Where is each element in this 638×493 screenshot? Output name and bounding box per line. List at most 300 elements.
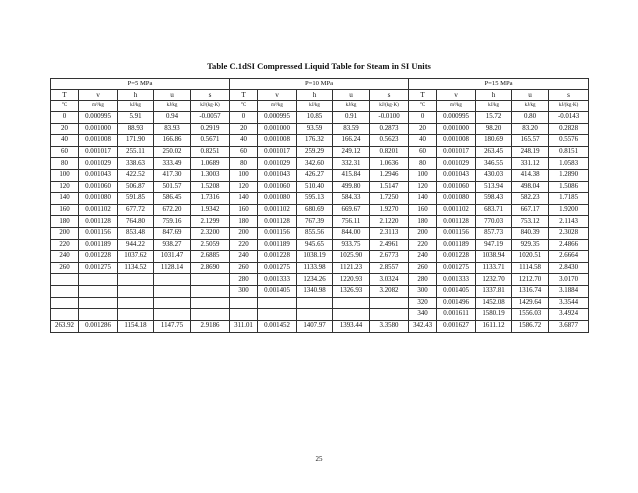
table-cell: 300 bbox=[409, 285, 437, 297]
column-unit: kJ/kg bbox=[476, 101, 512, 112]
table-cell: 0.001029 bbox=[79, 158, 118, 170]
saturation-cell: 1407.97 bbox=[297, 320, 333, 332]
table-cell: 120 bbox=[409, 181, 437, 193]
column-unit: kJ/kg bbox=[154, 101, 191, 112]
table-cell: 0.001496 bbox=[437, 297, 476, 309]
table-cell: 240 bbox=[409, 251, 437, 263]
table-cell: 1037.62 bbox=[118, 251, 154, 263]
table-cell: 333.49 bbox=[154, 158, 191, 170]
table-row bbox=[51, 181, 589, 193]
table-cell: 2.1220 bbox=[370, 216, 409, 228]
table-cell: 20 bbox=[51, 123, 79, 135]
table-cell: 346.55 bbox=[476, 158, 512, 170]
table-cell: 417.30 bbox=[154, 169, 191, 181]
table-cell: 248.19 bbox=[512, 146, 549, 158]
table-cell bbox=[51, 285, 79, 297]
table-cell: 0.001017 bbox=[79, 146, 118, 158]
table-cell bbox=[79, 297, 118, 309]
column-header-u: u bbox=[333, 90, 370, 101]
table-cell: 422.52 bbox=[118, 169, 154, 181]
table-cell: 60 bbox=[51, 146, 79, 158]
table-cell bbox=[297, 309, 333, 321]
table-cell bbox=[118, 274, 154, 286]
table-cell: 1.0636 bbox=[370, 158, 409, 170]
table-cell: 0 bbox=[409, 112, 437, 124]
unit-header-row bbox=[51, 101, 589, 112]
table-cell: 0.001060 bbox=[258, 181, 297, 193]
table-cell: 1580.19 bbox=[476, 309, 512, 321]
table-row bbox=[51, 146, 589, 158]
table-cell: 60 bbox=[230, 146, 258, 158]
table-cell bbox=[191, 309, 230, 321]
table-cell: 944.22 bbox=[118, 239, 154, 251]
table-cell: 853.48 bbox=[118, 227, 154, 239]
table-cell: 88.93 bbox=[118, 123, 154, 135]
table-cell: 0.80 bbox=[512, 112, 549, 124]
table-cell: 3.2082 bbox=[370, 285, 409, 297]
table-title: Table C.1dSI Compressed Liquid Table for Steam in SI Units bbox=[207, 61, 431, 71]
table-cell: 20 bbox=[409, 123, 437, 135]
column-header-u: u bbox=[512, 90, 549, 101]
table-cell: 1337.81 bbox=[476, 285, 512, 297]
table-cell: 0 bbox=[51, 112, 79, 124]
table-cell: 672.20 bbox=[154, 204, 191, 216]
table-cell: 3.3544 bbox=[549, 297, 589, 309]
saturation-cell: 2.9186 bbox=[191, 320, 230, 332]
table-cell bbox=[79, 309, 118, 321]
table-cell: 83.93 bbox=[154, 123, 191, 135]
table-cell: 0.001333 bbox=[258, 274, 297, 286]
table-row bbox=[51, 135, 589, 147]
table-cell: 0.001043 bbox=[258, 169, 297, 181]
table-cell: 166.86 bbox=[154, 135, 191, 147]
table-cell: 0.001000 bbox=[79, 123, 118, 135]
table-cell: 1556.03 bbox=[512, 309, 549, 321]
saturation-cell: 263.92 bbox=[51, 320, 79, 332]
saturation-cell: 0.001452 bbox=[258, 320, 297, 332]
table-cell: 15.72 bbox=[476, 112, 512, 124]
table-cell: 0.001156 bbox=[258, 227, 297, 239]
table-row bbox=[51, 216, 589, 228]
table-cell: 0.8201 bbox=[370, 146, 409, 158]
table-cell: 0.5623 bbox=[370, 135, 409, 147]
table-cell: 0.001017 bbox=[258, 146, 297, 158]
column-unit: m³/kg bbox=[258, 101, 297, 112]
table-cell: 1.5086 bbox=[549, 181, 589, 193]
symbol-header-row bbox=[51, 90, 589, 101]
table-cell: 1031.47 bbox=[154, 251, 191, 263]
table-cell: 1.7316 bbox=[191, 193, 230, 205]
table-cell: 582.23 bbox=[512, 193, 549, 205]
table-cell: 1121.23 bbox=[333, 262, 370, 274]
saturation-cell: 1586.72 bbox=[512, 320, 549, 332]
saturation-row bbox=[51, 320, 589, 332]
table-row bbox=[51, 239, 589, 251]
saturation-cell: 1393.44 bbox=[333, 320, 370, 332]
table-cell: 166.24 bbox=[333, 135, 370, 147]
table-cell: 0.001017 bbox=[437, 146, 476, 158]
table-cell: 2.8430 bbox=[549, 262, 589, 274]
table-cell bbox=[118, 285, 154, 297]
table-cell: 93.59 bbox=[297, 123, 333, 135]
column-unit: m³/kg bbox=[437, 101, 476, 112]
table-cell bbox=[51, 309, 79, 321]
column-unit: kJ/kg bbox=[512, 101, 549, 112]
table-cell bbox=[154, 285, 191, 297]
saturation-cell: 0.001286 bbox=[79, 320, 118, 332]
table-cell: 0.001029 bbox=[258, 158, 297, 170]
table-cell: 3.1884 bbox=[549, 285, 589, 297]
table-cell: 3.0324 bbox=[370, 274, 409, 286]
table-cell: 60 bbox=[409, 146, 437, 158]
table-cell: 767.39 bbox=[297, 216, 333, 228]
table-cell: 0.001333 bbox=[437, 274, 476, 286]
table-cell: 40 bbox=[51, 135, 79, 147]
table-cell: 80 bbox=[409, 158, 437, 170]
table-cell: 855.56 bbox=[297, 227, 333, 239]
column-unit: kJ/kg bbox=[118, 101, 154, 112]
table-cell: 0.001611 bbox=[437, 309, 476, 321]
column-header-h: h bbox=[118, 90, 154, 101]
table-cell: 0.001080 bbox=[79, 193, 118, 205]
saturation-cell: 3.6877 bbox=[549, 320, 589, 332]
table-cell: 2.8690 bbox=[191, 262, 230, 274]
table-cell: 1133.98 bbox=[297, 262, 333, 274]
table-cell: 160 bbox=[409, 204, 437, 216]
table-cell: -0.0143 bbox=[549, 112, 589, 124]
table-cell: 259.29 bbox=[297, 146, 333, 158]
table-cell: 0.001156 bbox=[437, 227, 476, 239]
column-header-h: h bbox=[297, 90, 333, 101]
column-unit: °C bbox=[230, 101, 258, 112]
table-cell: 338.63 bbox=[118, 158, 154, 170]
table-cell: 770.03 bbox=[476, 216, 512, 228]
column-header-s: s bbox=[549, 90, 589, 101]
pressure-label-15mpa: P=15 MPa bbox=[409, 79, 589, 90]
column-unit: kJ/kg bbox=[333, 101, 370, 112]
table-cell: 5.91 bbox=[118, 112, 154, 124]
table-cell: 0.001102 bbox=[258, 204, 297, 216]
table-cell: 430.03 bbox=[476, 169, 512, 181]
table-cell: 220 bbox=[409, 239, 437, 251]
table-cell: 220 bbox=[51, 239, 79, 251]
table-cell: 180 bbox=[230, 216, 258, 228]
column-header-t: T bbox=[230, 90, 258, 101]
table-row bbox=[51, 227, 589, 239]
table-cell: 2.8557 bbox=[370, 262, 409, 274]
table-cell: 2.3113 bbox=[370, 227, 409, 239]
table-cell: 0.001043 bbox=[437, 169, 476, 181]
table-cell: 10.85 bbox=[297, 112, 333, 124]
table-row bbox=[51, 112, 589, 124]
table-cell bbox=[297, 297, 333, 309]
table-cell: 680.69 bbox=[297, 204, 333, 216]
table-cell: 1128.14 bbox=[154, 262, 191, 274]
saturation-cell: 342.43 bbox=[409, 320, 437, 332]
table-cell: 0.8151 bbox=[549, 146, 589, 158]
table-cell: 100 bbox=[51, 169, 79, 181]
table-cell: 1.9200 bbox=[549, 204, 589, 216]
table-cell: 0.001275 bbox=[437, 262, 476, 274]
table-cell: 120 bbox=[51, 181, 79, 193]
table-cell: 0 bbox=[230, 112, 258, 124]
table-cell: 2.6885 bbox=[191, 251, 230, 263]
saturation-cell: 1147.75 bbox=[154, 320, 191, 332]
saturation-cell: 0.001627 bbox=[437, 320, 476, 332]
table-cell: 667.17 bbox=[512, 204, 549, 216]
table-cell: 2.6664 bbox=[549, 251, 589, 263]
table-cell: 0.001156 bbox=[79, 227, 118, 239]
table-cell: 669.67 bbox=[333, 204, 370, 216]
table-row bbox=[51, 204, 589, 216]
table-cell: 415.84 bbox=[333, 169, 370, 181]
table-cell: 20 bbox=[230, 123, 258, 135]
table-cell: 160 bbox=[230, 204, 258, 216]
table-cell: 180 bbox=[409, 216, 437, 228]
table-cell bbox=[333, 297, 370, 309]
saturation-cell: 3.3580 bbox=[370, 320, 409, 332]
table-row bbox=[51, 297, 589, 309]
table-cell bbox=[258, 309, 297, 321]
column-header-v: v bbox=[79, 90, 118, 101]
table-cell: 1212.70 bbox=[512, 274, 549, 286]
table-cell: 280 bbox=[409, 274, 437, 286]
table-cell bbox=[191, 285, 230, 297]
table-cell: 2.1299 bbox=[191, 216, 230, 228]
table-body bbox=[51, 112, 589, 333]
table-cell: 40 bbox=[230, 135, 258, 147]
table-cell: 280 bbox=[230, 274, 258, 286]
table-cell: 0.001008 bbox=[437, 135, 476, 147]
table-row bbox=[51, 251, 589, 263]
table-cell: 263.45 bbox=[476, 146, 512, 158]
table-row bbox=[51, 309, 589, 321]
table-cell: 200 bbox=[409, 227, 437, 239]
table-cell: 584.33 bbox=[333, 193, 370, 205]
table-cell: 501.57 bbox=[154, 181, 191, 193]
table-cell: 100 bbox=[230, 169, 258, 181]
table-cell: 0.001000 bbox=[437, 123, 476, 135]
table-row bbox=[51, 169, 589, 181]
table-cell: 0.001228 bbox=[79, 251, 118, 263]
table-cell: 40 bbox=[409, 135, 437, 147]
table-cell: 0.001405 bbox=[258, 285, 297, 297]
table-row bbox=[51, 262, 589, 274]
table-cell: 938.27 bbox=[154, 239, 191, 251]
table-cell: 2.1143 bbox=[549, 216, 589, 228]
table-cell: 756.11 bbox=[333, 216, 370, 228]
table-cell: 0.91 bbox=[333, 112, 370, 124]
column-unit: kJ/kg bbox=[297, 101, 333, 112]
table-cell: 171.90 bbox=[118, 135, 154, 147]
table-cell bbox=[230, 297, 258, 309]
table-cell: 0.001128 bbox=[79, 216, 118, 228]
table-cell: 180.69 bbox=[476, 135, 512, 147]
table-cell: 513.94 bbox=[476, 181, 512, 193]
table-cell bbox=[258, 297, 297, 309]
table-cell: 753.12 bbox=[512, 216, 549, 228]
table-cell: 683.71 bbox=[476, 204, 512, 216]
saturation-cell: 1611.12 bbox=[476, 320, 512, 332]
table-cell: 0.001080 bbox=[437, 193, 476, 205]
table-cell: 0.001102 bbox=[437, 204, 476, 216]
saturation-cell: 311.01 bbox=[230, 320, 258, 332]
table-cell: 140 bbox=[230, 193, 258, 205]
column-unit: kJ/(kg·K) bbox=[549, 101, 589, 112]
column-header-t: T bbox=[51, 90, 79, 101]
table-cell: 0.001029 bbox=[437, 158, 476, 170]
table-cell: 498.04 bbox=[512, 181, 549, 193]
table-cell: 3.0170 bbox=[549, 274, 589, 286]
table-cell: 591.85 bbox=[118, 193, 154, 205]
table-cell: 2.3200 bbox=[191, 227, 230, 239]
table-cell: 0.000995 bbox=[258, 112, 297, 124]
table-cell: 1.0689 bbox=[191, 158, 230, 170]
table-cell: 2.4961 bbox=[370, 239, 409, 251]
table-cell: 2.4866 bbox=[549, 239, 589, 251]
column-header-v: v bbox=[437, 90, 476, 101]
table-cell: 1452.08 bbox=[476, 297, 512, 309]
table-cell: 506.87 bbox=[118, 181, 154, 193]
table-cell: 1340.98 bbox=[297, 285, 333, 297]
table-cell: 1.3003 bbox=[191, 169, 230, 181]
table-cell: 840.39 bbox=[512, 227, 549, 239]
table-cell: 1.2946 bbox=[370, 169, 409, 181]
table-cell bbox=[118, 309, 154, 321]
table-cell: 598.43 bbox=[476, 193, 512, 205]
table-cell: 0.8251 bbox=[191, 146, 230, 158]
table-cell: 140 bbox=[409, 193, 437, 205]
table-cell bbox=[79, 274, 118, 286]
table-cell: 2.6773 bbox=[370, 251, 409, 263]
table-cell: 0.001405 bbox=[437, 285, 476, 297]
table-cell: 180 bbox=[51, 216, 79, 228]
column-unit: kJ/(kg·K) bbox=[370, 101, 409, 112]
table-cell: 0.2828 bbox=[549, 123, 589, 135]
table-cell: 0.001128 bbox=[258, 216, 297, 228]
table-cell: 220 bbox=[230, 239, 258, 251]
table-cell: 857.73 bbox=[476, 227, 512, 239]
table-cell: 0.2873 bbox=[370, 123, 409, 135]
table-row bbox=[51, 274, 589, 286]
table-cell: 1.5147 bbox=[370, 181, 409, 193]
table-cell: 1326.93 bbox=[333, 285, 370, 297]
table-cell: 2.5059 bbox=[191, 239, 230, 251]
table-cell: 98.20 bbox=[476, 123, 512, 135]
table-cell: 1.2890 bbox=[549, 169, 589, 181]
column-header-v: v bbox=[258, 90, 297, 101]
table-cell: 240 bbox=[51, 251, 79, 263]
table-cell: 1.5208 bbox=[191, 181, 230, 193]
table-cell: 3.4924 bbox=[549, 309, 589, 321]
table-cell: 0.94 bbox=[154, 112, 191, 124]
table-cell: 947.19 bbox=[476, 239, 512, 251]
table-cell: 0.001008 bbox=[79, 135, 118, 147]
table-cell: 2.3028 bbox=[549, 227, 589, 239]
table-cell: 933.75 bbox=[333, 239, 370, 251]
table-cell: 764.80 bbox=[118, 216, 154, 228]
table-cell: 140 bbox=[51, 193, 79, 205]
table-cell: 759.16 bbox=[154, 216, 191, 228]
table-cell bbox=[370, 309, 409, 321]
table-cell bbox=[79, 285, 118, 297]
table-cell: 0.001189 bbox=[437, 239, 476, 251]
table-cell: 80 bbox=[51, 158, 79, 170]
table-cell bbox=[191, 274, 230, 286]
table-cell: 340 bbox=[409, 309, 437, 321]
table-cell: 0.001228 bbox=[437, 251, 476, 263]
table-cell bbox=[154, 274, 191, 286]
table-cell: 844.00 bbox=[333, 227, 370, 239]
pressure-label-5mpa: P=5 MPa bbox=[51, 79, 230, 90]
table-row bbox=[51, 158, 589, 170]
table-cell: 342.60 bbox=[297, 158, 333, 170]
table-cell: 0.5671 bbox=[191, 135, 230, 147]
table-cell: 200 bbox=[230, 227, 258, 239]
compressed-liquid-table bbox=[50, 78, 589, 333]
table-cell: 260 bbox=[51, 262, 79, 274]
table-cell: 1114.58 bbox=[512, 262, 549, 274]
table-cell: 426.27 bbox=[297, 169, 333, 181]
table-cell: 83.59 bbox=[333, 123, 370, 135]
table-cell: 0.001228 bbox=[258, 251, 297, 263]
table-cell: 1234.26 bbox=[297, 274, 333, 286]
column-header-s: s bbox=[370, 90, 409, 101]
table-cell: 1020.51 bbox=[512, 251, 549, 263]
table-cell: 0.2919 bbox=[191, 123, 230, 135]
table-cell: 0.001060 bbox=[79, 181, 118, 193]
table-cell: 1.9270 bbox=[370, 204, 409, 216]
table-cell: 83.20 bbox=[512, 123, 549, 135]
table-cell: 0.001128 bbox=[437, 216, 476, 228]
table-cell bbox=[118, 297, 154, 309]
table-cell bbox=[51, 297, 79, 309]
pressure-header-row bbox=[51, 79, 589, 90]
table-cell: 945.65 bbox=[297, 239, 333, 251]
table-cell bbox=[191, 297, 230, 309]
table-cell: 300 bbox=[230, 285, 258, 297]
table-cell bbox=[370, 297, 409, 309]
table-cell: 586.45 bbox=[154, 193, 191, 205]
table-cell: 332.31 bbox=[333, 158, 370, 170]
table-cell: 1134.52 bbox=[118, 262, 154, 274]
table-cell: 0.001102 bbox=[79, 204, 118, 216]
page-number: 25 bbox=[315, 455, 323, 463]
table-cell: 200 bbox=[51, 227, 79, 239]
table-cell: 331.12 bbox=[512, 158, 549, 170]
table-cell: 1025.90 bbox=[333, 251, 370, 263]
table-cell: 0.001080 bbox=[258, 193, 297, 205]
table-cell: 176.32 bbox=[297, 135, 333, 147]
table-cell: 255.11 bbox=[118, 146, 154, 158]
table-cell: 0.001275 bbox=[258, 262, 297, 274]
column-unit: °C bbox=[409, 101, 437, 112]
table-cell: 260 bbox=[409, 262, 437, 274]
table-cell: 0.001275 bbox=[79, 262, 118, 274]
table-cell: 0.5576 bbox=[549, 135, 589, 147]
table-cell: 0.000995 bbox=[437, 112, 476, 124]
table-row bbox=[51, 123, 589, 135]
table-cell bbox=[51, 274, 79, 286]
table-cell: 260 bbox=[230, 262, 258, 274]
table-cell: 160 bbox=[51, 204, 79, 216]
table-cell: 0.001000 bbox=[258, 123, 297, 135]
table-cell: 1038.94 bbox=[476, 251, 512, 263]
column-header-t: T bbox=[409, 90, 437, 101]
table-cell: 1.7185 bbox=[549, 193, 589, 205]
table-cell: 249.12 bbox=[333, 146, 370, 158]
table-cell: 929.35 bbox=[512, 239, 549, 251]
